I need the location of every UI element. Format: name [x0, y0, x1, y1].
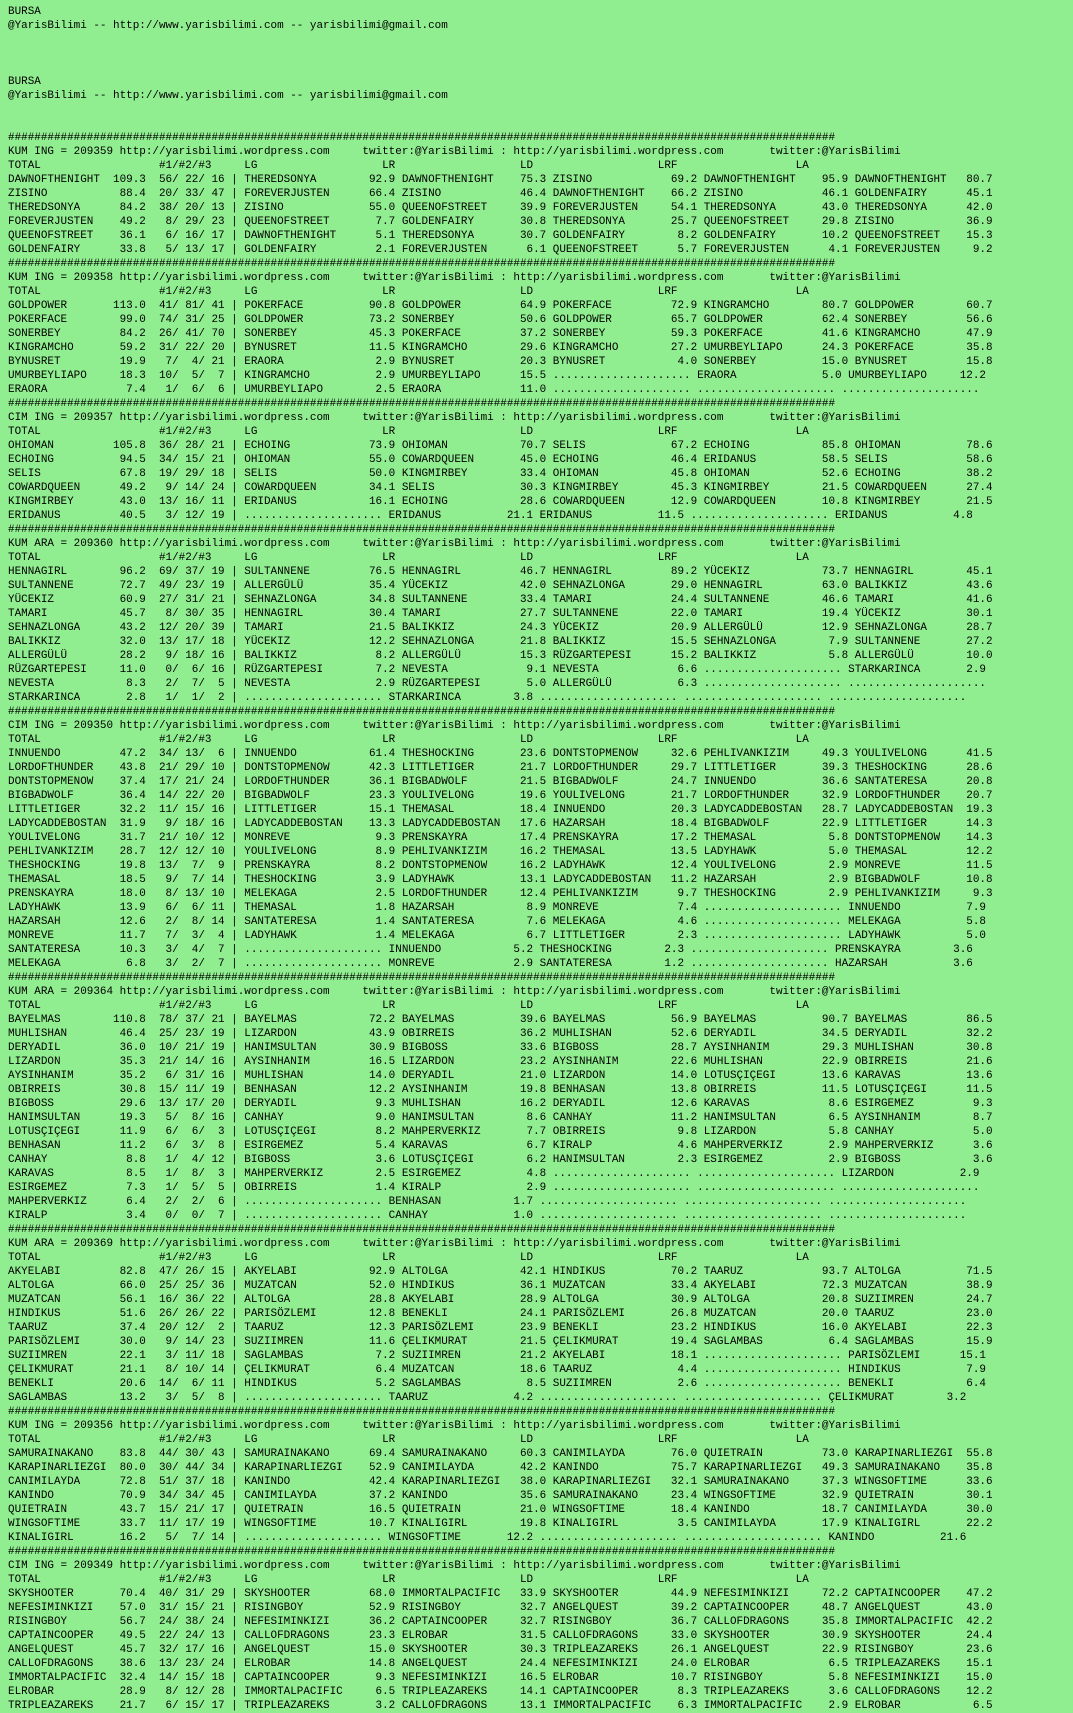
table-row: KINALIGIRL 16.2 5/ 7/ 14 | ..................... WINGSOFTIME 12.2 ..................... ..................... KANINDO 21.6 [8, 1532, 967, 1544]
table-row: SKYSHOOTER 70.4 40/ 31/ 29 | SKYSHOOTER 68.0 IMMORTALPACIFIC 33.9 SKYSHOOTER 44.9 NEFESIMINKIZI 72.2 CAPTAINCOOPER 47.2 [8, 1588, 993, 1600]
table-row: SAMURAINAKANO 83.8 44/ 30/ 43 | SAMURAINAKANO 69.4 SAMURAINAKANO 60.3 CANIMILAYDA 76.0 QUIETRAIN 73.0 KARAPINARLIEZGI 55.8 [8, 1448, 993, 1460]
table-row: LORDOFTHUNDER 43.8 21/ 29/ 10 | DONTSTOPMENOW 42.3 LITTLETIGER 21.7 LORDOFTHUNDER 29.7 LITTLETIGER 39.3 THESHOCKING 28.6 [8, 762, 993, 774]
table-row: LOTUSÇIÇEGI 11.9 6/ 6/ 3 | LOTUSÇIÇEGI 8.2 MAHPERVERKIZ 7.7 OBIRREIS 9.8 LIZARDON 5.8 CANHAY 5.0 [8, 1126, 993, 1138]
blank-line [8, 117, 1073, 131]
table-row: COWARDQUEEN 49.2 9/ 14/ 24 | COWARDQUEEN 34.1 SELIS 30.3 KINGMIRBEY 45.3 KINGMIRBEY 21.5 COWARDQUEEN 27.4 [8, 482, 993, 494]
separator-line: ############################################################################################################################## [8, 706, 836, 718]
table-row: DAWNOFTHENIGHT 109.3 56/ 22/ 16 | THEREDSONYA 92.9 DAWNOFTHENIGHT 75.3 ZISINO 69.2 DAWNOFTHENIGHT 95.9 DAWNOFTHENIGHT 80.7 [8, 174, 993, 186]
table-row: SULTANNENE 72.7 49/ 23/ 19 | ALLERGÜLÜ 35.4 YÜCEKIZ 42.0 SEHNAZLONGA 29.0 HENNAGIRL 63.0 BALIKKIZ 43.6 [8, 580, 993, 592]
race-header: KUM ING = 209358 http://yarisbilimi.wordpress.com twitter:@YarisBilimi : http://yarisbilimi.wordpress.com twitter:@YarisBilimi [8, 272, 901, 284]
column-headers: TOTAL #1/#2/#3 LG LR LD LRF LA [8, 552, 809, 564]
race-header: KUM ARA = 209369 http://yarisbilimi.wordpress.com twitter:@YarisBilimi : http://yarisbilimi.wordpress.com twitter:@YarisBilimi [8, 1238, 901, 1250]
race-header: KUM ING = 209359 http://yarisbilimi.wordpress.com twitter:@YarisBilimi : http://yarisbilimi.wordpress.com twitter:@YarisBilimi [8, 146, 901, 158]
column-headers: TOTAL #1/#2/#3 LG LR LD LRF LA [8, 1252, 809, 1264]
race-section [8, 257, 1073, 397]
table-row: SAGLAMBAS 13.2 3/ 5/ 8 | ..................... TAARUZ 4.2 ..................... ..................... ÇELIKMURAT 3.2 [8, 1392, 967, 1404]
table-row: DERYADIL 36.0 10/ 21/ 19 | HANIMSULTAN 30.9 BIGBOSS 33.6 BIGBOSS 28.7 AYSINHANIM 29.3 MUHLISHAN 30.8 [8, 1042, 993, 1054]
table-row: KINGMIRBEY 43.0 13/ 16/ 11 | ERIDANUS 16.1 ECHOING 28.6 COWARDQUEEN 12.9 COWARDQUEEN 10.8 KINGMIRBEY 21.5 [8, 496, 993, 508]
table-row: NEFESIMINKIZI 57.0 31/ 15/ 21 | RISINGBOY 52.9 RISINGBOY 32.7 ANGELQUEST 39.2 CAPTAINCOOPER 48.7 ANGELQUEST 43.0 [8, 1602, 993, 1614]
race-section [8, 705, 1073, 971]
table-row: NEVESTA 8.3 2/ 7/ 5 | NEVESTA 2.9 RÜZGARTEPESI 5.0 ALLERGÜLÜ 6.3 ..................... ..................... [8, 678, 986, 690]
table-row: BENEKLI 20.6 14/ 6/ 11 | HINDIKUS 5.2 SAGLAMBAS 8.5 SUZIIMREN 2.6 ..................... BENEKLI 6.4 [8, 1378, 986, 1390]
table-row: CALLOFDRAGONS 38.6 13/ 23/ 24 | ELROBAR 14.8 ANGELQUEST 24.4 NEFESIMINKIZI 24.0 ELROBAR 6.5 TRIPLEAZAREKS 15.1 [8, 1658, 993, 1670]
table-row: HAZARSAH 12.6 2/ 8/ 14 | SANTATERESA 1.4 SANTATERESA 7.6 MELEKAGA 4.6 ..................... MELEKAGA 5.8 [8, 916, 986, 928]
table-row: ZISINO 88.4 20/ 33/ 47 | FOREVERJUSTEN 66.4 ZISINO 46.4 DAWNOFTHENIGHT 66.2 ZISINO 46.1 GOLDENFAIRY 45.1 [8, 188, 993, 200]
table-row: MUZATCAN 56.1 16/ 36/ 22 | ALTOLGA 28.8 AKYELABI 28.9 ALTOLGA 30.9 ALTOLGA 20.8 SUZIIMREN 24.7 [8, 1294, 993, 1306]
separator-line: ############################################################################################################################## [8, 1224, 836, 1236]
table-row: BENHASAN 11.2 6/ 3/ 8 | ESIRGEMEZ 5.4 KARAVAS 6.7 KIRALP 4.6 MAHPERVERKIZ 2.9 MAHPERVERKIZ 3.6 [8, 1140, 993, 1152]
table-row: ALLERGÜLÜ 28.2 9/ 18/ 16 | BALIKKIZ 8.2 ALLERGÜLÜ 15.3 RÜZGARTEPESI 15.2 BALIKKIZ 5.8 ALLERGÜLÜ 10.0 [8, 650, 993, 662]
contact-line: @YarisBilimi -- http://www.yarisbilimi.com -- yarisbilimi@gmail.com [8, 20, 448, 32]
table-row: ALTOLGA 66.0 25/ 25/ 36 | MUZATCAN 52.0 HINDIKUS 36.1 MUZATCAN 33.4 AKYELABI 72.3 MUZATCAN 38.9 [8, 1280, 993, 1292]
table-row: ECHOING 94.5 34/ 15/ 21 | OHIOMAN 55.0 COWARDQUEEN 45.0 ECHOING 46.4 ERIDANUS 58.5 SELIS 58.6 [8, 454, 993, 466]
separator-line: ############################################################################################################################## [8, 132, 836, 144]
separator-line: ############################################################################################################################## [8, 524, 836, 536]
table-row: MONREVE 11.7 7/ 3/ 4 | LADYHAWK 1.4 MELEKAGA 6.7 LITTLETIGER 2.3 ..................... LADYHAWK 5.0 [8, 930, 986, 942]
race-section [8, 523, 1073, 705]
table-row: INNUENDO 47.2 34/ 13/ 6 | INNUENDO 61.4 THESHOCKING 23.6 DONTSTOPMENOW 32.6 PEHLIVANKIZIM 49.3 YOULIVELONG 41.5 [8, 748, 993, 760]
spacer [8, 33, 1073, 75]
table-row: SEHNAZLONGA 43.2 12/ 20/ 39 | TAMARI 21.5 BALIKKIZ 24.3 YÜCEKIZ 20.9 ALLERGÜLÜ 12.9 SEHNAZLONGA 28.7 [8, 622, 993, 634]
column-headers: TOTAL #1/#2/#3 LG LR LD LRF LA [8, 1000, 809, 1012]
table-row: TAARUZ 37.4 20/ 12/ 2 | TAARUZ 12.3 PARISÖZLEMI 23.9 BENEKLI 23.2 HINDIKUS 16.0 AKYELABI 22.3 [8, 1322, 993, 1334]
separator-line: ############################################################################################################################## [8, 258, 836, 270]
table-row: THEREDSONYA 84.2 38/ 20/ 13 | ZISINO 55.0 QUEENOFSTREET 39.9 FOREVERJUSTEN 54.1 THEREDSONYA 43.0 THEREDSONYA 42.0 [8, 202, 993, 214]
table-row: SELIS 67.8 19/ 29/ 18 | SELIS 50.0 KINGMIRBEY 33.4 OHIOMAN 45.8 OHIOMAN 52.6 ECHOING 38.2 [8, 468, 993, 480]
table-row: FOREVERJUSTEN 49.2 8/ 29/ 23 | QUEENOFSTREET 7.7 GOLDENFAIRY 30.8 THEREDSONYA 25.7 QUEENOFSTREET 29.8 ZISINO 36.9 [8, 216, 993, 228]
column-headers: TOTAL #1/#2/#3 LG LR LD LRF LA [8, 1434, 809, 1446]
table-row: QUEENOFSTREET 36.1 6/ 16/ 17 | DAWNOFTHENIGHT 5.1 THEREDSONYA 30.7 GOLDENFAIRY 8.2 GOLDENFAIRY 10.2 QUEENOFSTREET 15.3 [8, 230, 993, 242]
table-row: STARKARINCA 2.8 1/ 1/ 2 | ..................... STARKARINCA 3.8 ..................... ..................... ..................... [8, 692, 967, 704]
table-row: THEMASAL 18.5 9/ 7/ 14 | THESHOCKING 3.9 LADYHAWK 13.1 LADYCADDEBOSTAN 11.2 HAZARSAH 2.9 BIGBADWOLF 10.8 [8, 874, 993, 886]
table-row: OBIRREIS 30.8 15/ 11/ 19 | BENHASAN 12.2 AYSINHANIM 19.8 BENHASAN 13.8 OBIRREIS 11.5 LOTUSÇIÇEGI 11.5 [8, 1084, 993, 1096]
table-row: LADYHAWK 13.9 6/ 6/ 11 | THEMASAL 1.8 HAZARSAH 8.9 MONREVE 7.4 ..................... INNUENDO 7.9 [8, 902, 986, 914]
column-headers: TOTAL #1/#2/#3 LG LR LD LRF LA [8, 734, 809, 746]
table-row: PEHLIVANKIZIM 28.7 12/ 12/ 10 | YOULIVELONG 8.9 PEHLIVANKIZIM 16.2 THEMASAL 13.5 LADYHAWK 5.0 THEMASAL 12.2 [8, 846, 993, 858]
column-headers: TOTAL #1/#2/#3 LG LR LD LRF LA [8, 160, 809, 172]
city-title: BURSA [8, 6, 41, 18]
table-row: KINGRAMCHO 59.2 31/ 22/ 20 | BYNUSRET 11.5 KINGRAMCHO 29.6 KINGRAMCHO 27.2 UMURBEYLIAPO 24.3 POKERFACE 35.8 [8, 342, 993, 354]
column-headers: TOTAL #1/#2/#3 LG LR LD LRF LA [8, 1574, 809, 1586]
table-row: AYSINHANIM 35.2 6/ 31/ 16 | MUHLISHAN 14.0 DERYADIL 21.0 LIZARDON 14.0 LOTUSÇIÇEGI 13.6 KARAVAS 13.6 [8, 1070, 993, 1082]
table-row: ANGELQUEST 45.7 32/ 17/ 16 | ANGELQUEST 15.0 SKYSHOOTER 30.3 TRIPLEAZAREKS 26.1 ANGELQUEST 22.9 RISINGBOY 23.6 [8, 1644, 993, 1656]
table-row: SONERBEY 84.2 26/ 41/ 70 | SONERBEY 45.3 POKERFACE 37.2 SONERBEY 59.3 POKERFACE 41.6 KINGRAMCHO 47.9 [8, 328, 993, 340]
table-row: WINGSOFTIME 33.7 11/ 17/ 19 | WINGSOFTIME 10.7 KINALIGIRL 19.8 KINALIGIRL 3.5 CANIMILAYDA 17.9 KINALIGIRL 22.2 [8, 1518, 993, 1530]
table-row: ESIRGEMEZ 7.3 1/ 5/ 5 | OBIRREIS 1.4 KIRALP 2.9 ..................... ..................... ..................... [8, 1182, 980, 1194]
table-row: KARAVAS 8.5 1/ 8/ 3 | MAHPERVERKIZ 2.5 ESIRGEMEZ 4.8 ..................... ..................... LIZARDON 2.9 [8, 1168, 980, 1180]
table-row: KANINDO 70.9 34/ 34/ 45 | CANIMILAYDA 37.2 KANINDO 35.6 SAMURAINAKANO 23.4 WINGSOFTIME 32.9 QUIETRAIN 30.1 [8, 1490, 993, 1502]
race-header: CIM ING = 209357 http://yarisbilimi.wordpress.com twitter:@YarisBilimi : http://yarisbilimi.wordpress.com twitter:@YarisBilimi [8, 412, 901, 424]
table-row: ÇELIKMURAT 21.1 8/ 10/ 14 | ÇELIKMURAT 6.4 MUZATCAN 18.6 TAARUZ 4.4 ..................... HINDIKUS 7.9 [8, 1364, 986, 1376]
table-row: CANIMILAYDA 72.8 51/ 37/ 18 | KANINDO 42.4 KARAPINARLIEZGI 38.0 KARAPINARLIEZGI 32.1 SAMURAINAKANO 37.3 WINGSOFTIME 33.6 [8, 1476, 993, 1488]
table-row: THESHOCKING 19.8 13/ 7/ 9 | PRENSKAYRA 8.2 DONTSTOPMENOW 16.2 LADYHAWK 12.4 YOULIVELONG 2.9 MONREVE 11.5 [8, 860, 993, 872]
table-row: BIGBOSS 29.6 13/ 17/ 20 | DERYADIL 9.3 MUHLISHAN 16.2 DERYADIL 12.6 KARAVAS 8.6 ESIRGEMEZ 9.3 [8, 1098, 993, 1110]
table-row: MELEKAGA 6.8 3/ 2/ 7 | ..................... MONREVE 2.9 SANTATERESA 1.2 ..................... HAZARSAH 3.6 [8, 958, 973, 970]
table-row: TRIPLEAZAREKS 21.7 6/ 15/ 17 | TRIPLEAZAREKS 3.2 CALLOFDRAGONS 13.1 IMMORTALPACIFIC 6.3 IMMORTALPACIFIC 2.9 ELROBAR 6.5 [8, 1700, 993, 1712]
race-section [8, 1223, 1073, 1405]
column-headers: TOTAL #1/#2/#3 LG LR LD LRF LA [8, 426, 809, 438]
table-row: RÜZGARTEPESI 11.0 0/ 6/ 16 | RÜZGARTEPESI 7.2 NEVESTA 9.1 NEVESTA 6.6 ..................... STARKARINCA 2.9 [8, 664, 986, 676]
table-row: KIRALP 3.4 0/ 0/ 7 | ..................... CANHAY 1.0 ..................... ..................... ..................... [8, 1210, 967, 1222]
race-section [8, 971, 1073, 1223]
city-title-repeat: BURSA [8, 76, 41, 88]
table-row: RISINGBOY 56.7 24/ 38/ 24 | NEFESIMINKIZI 36.2 CAPTAINCOOPER 32.7 RISINGBOY 36.7 CALLOFDRAGONS 35.8 IMMORTALPACIFIC 42.2 [8, 1616, 993, 1628]
separator-line: ############################################################################################################################## [8, 1406, 836, 1418]
blank-line [8, 103, 1073, 117]
table-row: GOLDENFAIRY 33.8 5/ 13/ 17 | GOLDENFAIRY 2.1 FOREVERJUSTEN 6.1 QUEENOFSTREET 5.7 FOREVERJUSTEN 4.1 FOREVERJUSTEN 9.2 [8, 244, 993, 256]
race-section [8, 397, 1073, 523]
race-sections [8, 131, 1073, 1713]
table-row: SANTATERESA 10.3 3/ 4/ 7 | ..................... INNUENDO 5.2 THESHOCKING 2.3 ..................... PRENSKAYRA 3.6 [8, 944, 973, 956]
race-header: KUM ARA = 209360 http://yarisbilimi.wordpress.com twitter:@YarisBilimi : http://yarisbilimi.wordpress.com twitter:@YarisBilimi [8, 538, 901, 550]
table-row: YOULIVELONG 31.7 21/ 10/ 12 | MONREVE 9.3 PRENSKAYRA 17.4 PRENSKAYRA 17.2 THEMASAL 5.8 DONTSTOPMENOW 14.3 [8, 832, 993, 844]
table-row: LIZARDON 35.3 21/ 14/ 16 | AYSINHANIM 16.5 LIZARDON 23.2 AYSINHANIM 22.6 MUHLISHAN 22.9 OBIRREIS 21.6 [8, 1056, 993, 1068]
table-row: HANIMSULTAN 19.3 5/ 8/ 16 | CANHAY 9.0 HANIMSULTAN 8.6 CANHAY 11.2 HANIMSULTAN 6.5 AYSINHANIM 8.7 [8, 1112, 993, 1124]
race-section [8, 1545, 1073, 1713]
table-row: POKERFACE 99.0 74/ 31/ 25 | GOLDPOWER 73.2 SONERBEY 50.6 GOLDPOWER 65.7 GOLDPOWER 62.4 SONERBEY 56.6 [8, 314, 993, 326]
table-row: DONTSTOPMENOW 37.4 17/ 21/ 24 | LORDOFTHUNDER 36.1 BIGBADWOLF 21.5 BIGBADWOLF 24.7 INNUENDO 36.6 SANTATERESA 20.8 [8, 776, 993, 788]
table-row: ERIDANUS 40.5 3/ 12/ 19 | ..................... ERIDANUS 21.1 ERIDANUS 11.5 ..................... ERIDANUS 4.8 [8, 510, 973, 522]
separator-line: ############################################################################################################################## [8, 1546, 836, 1558]
race-section [8, 131, 1073, 257]
table-row: HENNAGIRL 96.2 69/ 37/ 19 | SULTANNENE 76.5 HENNAGIRL 46.7 HENNAGIRL 89.2 YÜCEKIZ 73.7 HENNAGIRL 45.1 [8, 566, 993, 578]
table-row: KARAPINARLIEZGI 80.0 30/ 44/ 34 | KARAPINARLIEZGI 52.9 CANIMILAYDA 42.2 KANINDO 75.7 KARAPINARLIEZGI 49.3 SAMURAINAKANO 35.8 [8, 1462, 993, 1474]
column-headers: TOTAL #1/#2/#3 LG LR LD LRF LA [8, 286, 809, 298]
separator-line: ############################################################################################################################## [8, 398, 836, 410]
table-row: IMMORTALPACIFIC 32.4 14/ 15/ 18 | CAPTAINCOOPER 9.3 NEFESIMINKIZI 16.5 ELROBAR 10.7 RISINGBOY 5.8 NEFESIMINKIZI 15.0 [8, 1672, 993, 1684]
table-row: SUZIIMREN 22.1 3/ 11/ 18 | SAGLAMBAS 7.2 SUZIIMREN 21.2 AKYELABI 18.1 ..................... PARISÖZLEMI 15.1 [8, 1350, 986, 1362]
table-row: BAYELMAS 110.8 78/ 37/ 21 | BAYELMAS 72.2 BAYELMAS 39.6 BAYELMAS 56.9 BAYELMAS 90.7 BAYELMAS 86.5 [8, 1014, 993, 1026]
table-row: BIGBADWOLF 36.4 14/ 22/ 20 | BIGBADWOLF 23.3 YOULIVELONG 19.6 YOULIVELONG 21.7 LORDOFTHUNDER 32.9 LORDOFTHUNDER 20.7 [8, 790, 993, 802]
table-row: MUHLISHAN 46.4 25/ 23/ 19 | LIZARDON 43.9 OBIRREIS 36.2 MUHLISHAN 52.6 DERYADIL 34.5 DERYADIL 32.2 [8, 1028, 993, 1040]
table-row: TAMARI 45.7 8/ 30/ 35 | HENNAGIRL 30.4 TAMARI 27.7 SULTANNENE 22.0 TAMARI 19.4 YÜCEKIZ 30.1 [8, 608, 993, 620]
table-row: LITTLETIGER 32.2 11/ 15/ 16 | LITTLETIGER 15.1 THEMASAL 18.4 INNUENDO 20.3 LADYCADDEBOSTAN 28.7 LADYCADDEBOSTAN 19.3 [8, 804, 993, 816]
race-header: KUM ING = 209356 http://yarisbilimi.wordpress.com twitter:@YarisBilimi : http://yarisbilimi.wordpress.com twitter:@YarisBilimi [8, 1420, 901, 1432]
table-row: OHIOMAN 105.8 36/ 28/ 21 | ECHOING 73.9 OHIOMAN 70.7 SELIS 67.2 ECHOING 85.8 OHIOMAN 78.6 [8, 440, 993, 452]
table-row: PRENSKAYRA 18.0 8/ 13/ 10 | MELEKAGA 2.5 LORDOFTHUNDER 12.4 PEHLIVANKIZIM 9.7 THESHOCKING 2.9 PEHLIVANKIZIM 9.3 [8, 888, 993, 900]
contact-line-repeat: @YarisBilimi -- http://www.yarisbilimi.com -- yarisbilimi@gmail.com [8, 90, 448, 102]
separator-line: ############################################################################################################################## [8, 972, 836, 984]
table-row: AKYELABI 82.8 47/ 26/ 15 | AKYELABI 92.9 ALTOLGA 42.1 HINDIKUS 70.2 TAARUZ 93.7 ALTOLGA 71.5 [8, 1266, 993, 1278]
table-row: QUIETRAIN 43.7 15/ 21/ 17 | QUIETRAIN 16.5 QUIETRAIN 21.0 WINGSOFTIME 18.4 KANINDO 18.7 CANIMILAYDA 30.0 [8, 1504, 993, 1516]
race-header: CIM ING = 209349 http://yarisbilimi.wordpress.com twitter:@YarisBilimi : http://yarisbilimi.wordpress.com twitter:@YarisBilimi [8, 1560, 901, 1572]
race-header: KUM ARA = 209364 http://yarisbilimi.wordpress.com twitter:@YarisBilimi : http://yarisbilimi.wordpress.com twitter:@YarisBilimi [8, 986, 901, 998]
race-header: CIM ING = 209350 http://yarisbilimi.wordpress.com twitter:@YarisBilimi : http://yarisbilimi.wordpress.com twitter:@YarisBilimi [8, 720, 901, 732]
table-row: BYNUSRET 19.9 7/ 4/ 21 | ERAORA 2.9 BYNUSRET 20.3 BYNUSRET 4.0 SONERBEY 15.0 BYNUSRET 15.8 [8, 356, 993, 368]
table-row: PARISÖZLEMI 30.0 9/ 14/ 23 | SUZIIMREN 11.6 ÇELIKMURAT 21.5 ÇELIKMURAT 19.4 SAGLAMBAS 6.4 SAGLAMBAS 15.9 [8, 1336, 993, 1348]
table-row: ERAORA 7.4 1/ 6/ 6 | UMURBEYLIAPO 2.5 ERAORA 11.0 ..................... ..................... ..................... [8, 384, 980, 396]
table-row: MAHPERVERKIZ 6.4 2/ 2/ 6 | ..................... BENHASAN 1.7 ..................... ..................... ..................... [8, 1196, 967, 1208]
race-section [8, 1405, 1073, 1545]
table-row: GOLDPOWER 113.0 41/ 81/ 41 | POKERFACE 90.8 GOLDPOWER 64.9 POKERFACE 72.9 KINGRAMCHO 80.7 GOLDPOWER 60.7 [8, 300, 993, 312]
table-row: BALIKKIZ 32.0 13/ 17/ 18 | YÜCEKIZ 12.2 SEHNAZLONGA 21.8 BALIKKIZ 15.5 SEHNAZLONGA 7.9 SULTANNENE 27.2 [8, 636, 993, 648]
table-row: UMURBEYLIAPO 18.3 10/ 5/ 7 | KINGRAMCHO 2.9 UMURBEYLIAPO 15.5 ..................... ERAORA 5.0 UMURBEYLIAPO 12.2 [8, 370, 986, 382]
table-row: LADYCADDEBOSTAN 31.9 9/ 18/ 16 | LADYCADDEBOSTAN 13.3 LADYCADDEBOSTAN 17.6 HAZARSAH 18.4 BIGBADWOLF 22.9 LITTLETIGER 14.3 [8, 818, 993, 830]
table-row: YÜCEKIZ 60.9 27/ 31/ 21 | SEHNAZLONGA 34.8 SULTANNENE 33.4 TAMARI 24.4 SULTANNENE 46.6 TAMARI 41.6 [8, 594, 993, 606]
table-row: ELROBAR 28.9 8/ 12/ 28 | IMMORTALPACIFIC 6.5 TRIPLEAZAREKS 14.1 CAPTAINCOOPER 8.3 TRIPLEAZAREKS 3.6 CALLOFDRAGONS 12.2 [8, 1686, 993, 1698]
table-row: HINDIKUS 51.6 26/ 26/ 22 | PARISÖZLEMI 12.8 BENEKLI 24.1 PARISÖZLEMI 26.8 MUZATCAN 20.0 TAARUZ 23.0 [8, 1308, 993, 1320]
table-row: CAPTAINCOOPER 49.5 22/ 24/ 13 | CALLOFDRAGONS 23.3 ELROBAR 31.5 CALLOFDRAGONS 33.0 SKYSHOOTER 30.9 SKYSHOOTER 24.4 [8, 1630, 993, 1642]
table-row: CANHAY 8.8 1/ 4/ 12 | BIGBOSS 3.6 LOTUSÇIÇEGI 6.2 HANIMSULTAN 2.3 ESIRGEMEZ 2.9 BIGBOSS 3.6 [8, 1154, 993, 1166]
